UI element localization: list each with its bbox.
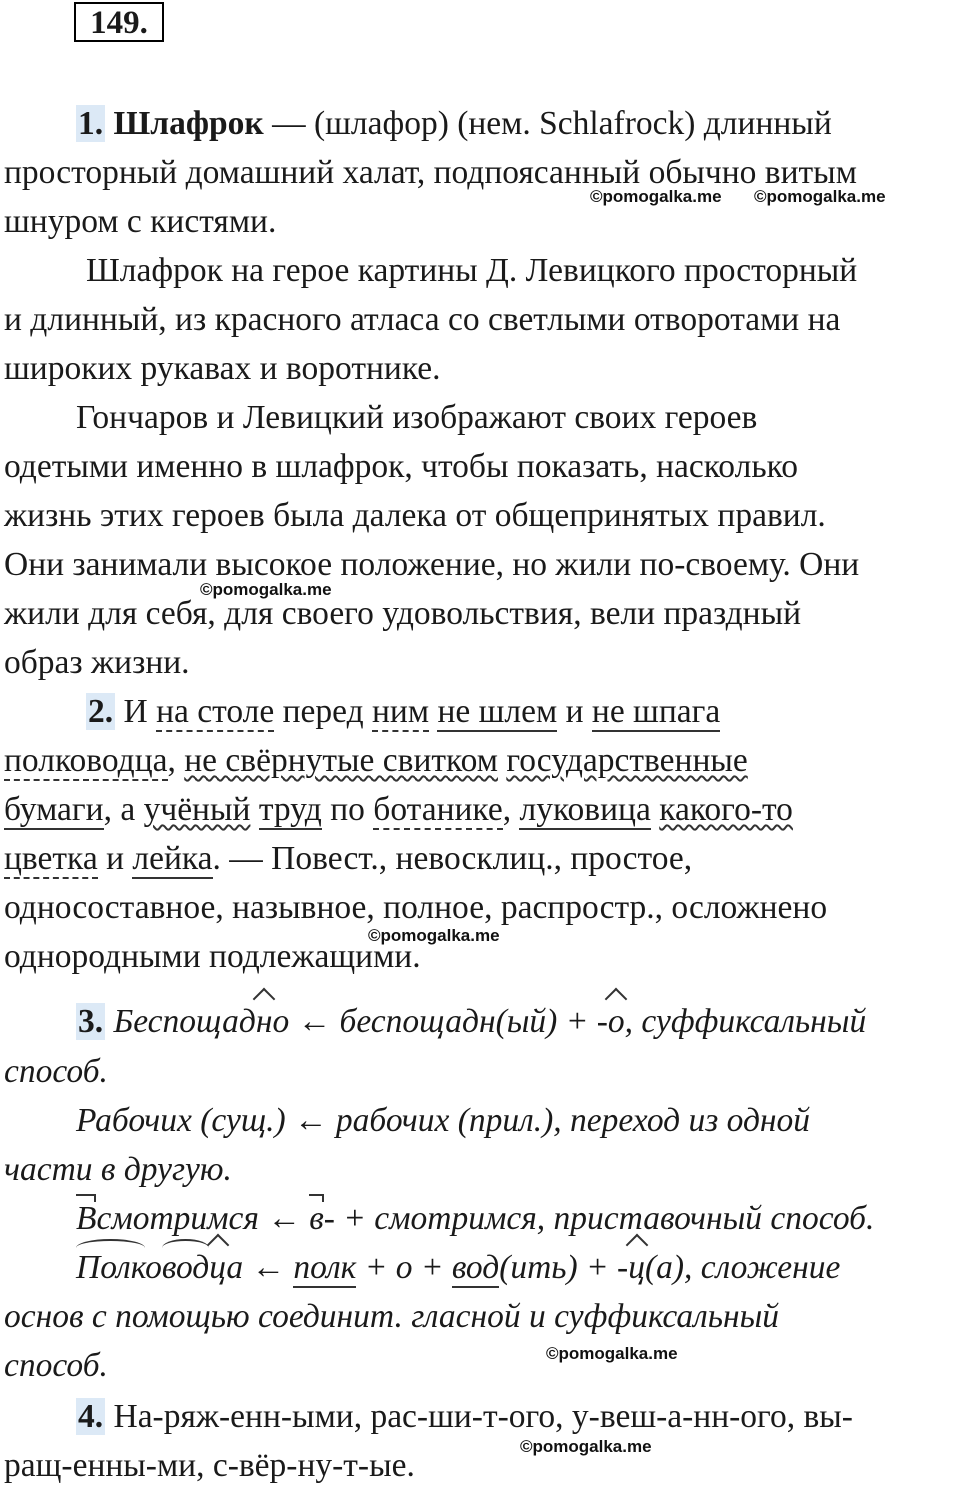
prefix-mark: в [309, 1200, 324, 1237]
section-marker-2: 2. [88, 693, 114, 730]
term-shlafrok: Шлафрок [113, 105, 264, 142]
p1-line-12: образ жизни. [4, 644, 190, 681]
p2-line-2: полководца, не свёрнутые свитком государственные [4, 742, 748, 779]
watermark: ©pomogalka.me [546, 1344, 678, 1363]
p1-line-7: Гончаров и Левицкий изображают своих героев [76, 399, 758, 436]
p2-line-1: 2. И на столе перед ним не шлем и не шпага [88, 693, 721, 730]
attribute-ne-svernutye: не свёрнутые свитком [184, 742, 498, 779]
task-number: 149. [74, 2, 164, 42]
p2-line-4: цветка и лейка. — Повест., невосклиц., простое, [4, 840, 693, 877]
section-marker-1: 1. [78, 105, 104, 142]
adverbial-na-stole: на столе [156, 693, 275, 730]
suffix-mark: н [255, 1003, 273, 1040]
attribute-cvetka: цветка [4, 840, 98, 877]
watermark: ©pomogalka.me [754, 187, 886, 206]
p1-line-11: жили для себя, для своего удовольствия, вели праздный [4, 595, 802, 632]
attribute-kakogo-to: какого-то [659, 791, 793, 828]
stem-underline: полк [293, 1249, 357, 1286]
p2-line-3: бумаги, а учёный труд по ботанике, луковица какого-то [4, 791, 793, 828]
root-arc: Полк [76, 1249, 146, 1286]
attribute-gosudarstvennye: государственные [506, 742, 748, 779]
suffix-mark: о [607, 1003, 625, 1040]
subject-lukovica: луковица [519, 791, 651, 828]
section-marker-4: 4. [78, 1398, 104, 1435]
p3-line-8: способ. [4, 1347, 108, 1384]
p4-text: На-ряж-енн-ыми, рас-ши-т-ого, у-веш-а-нн-ого, вы- [105, 1398, 853, 1435]
p1-line-4: Шлафрок на герое картины Д. Левицкого просторный [86, 252, 858, 289]
p1-line-10: Они занимали высокое положение, но жили по-своему. Они [4, 546, 860, 583]
watermark: ©pomogalka.me [200, 580, 332, 599]
root-arc: вод [161, 1249, 210, 1286]
p3-line-4: части в другую. [4, 1151, 232, 1188]
attribute-uchenyi: учёный [143, 791, 251, 828]
p1-line-5: и длинный, из красного атласа со светлыми отворотами на [4, 301, 841, 338]
p3-line-6: Полководца ← полк + о + вод(ить) + -ц(а), сложение [76, 1249, 841, 1286]
suffix-mark: ц [628, 1249, 645, 1286]
object-botanike: ботанике [373, 791, 503, 828]
subject-bumagi: бумаги [4, 791, 104, 828]
p1-line-9: жизнь этих героев была далека от общепринятых правил. [4, 497, 826, 534]
watermark: ©pomogalka.me [590, 187, 722, 206]
p3-line-5: Всмотримся ← в- + смотримся, приставочный способ. [76, 1200, 875, 1237]
subject-leika: лейка [132, 840, 213, 877]
p2-line-5: односоставное, назывное, полное, распростр., осложнено [4, 889, 828, 926]
subject-trud: труд [258, 791, 322, 828]
subject-ne-shpaga: не шпага [591, 693, 721, 730]
suffix-mark: ц [209, 1249, 227, 1286]
p3-line-7: основ с помощью соединит. гласной и суффиксальный [4, 1298, 780, 1335]
p3-line-2: способ. [4, 1053, 108, 1090]
p1-line-2: просторный домашний халат, подпоясанный обычно витым [4, 154, 857, 191]
p4-line-2: ращ-енны-ми, с-вёр-ну-т-ые. [4, 1447, 415, 1484]
p1-line-6: широких рукавах и воротнике. [4, 350, 441, 387]
p2-line-6: однородными подлежащими. [4, 938, 421, 975]
p1-line-1 [76, 104, 832, 144]
object-nim: ним [372, 693, 430, 730]
attribute-polkovodca: полководца [4, 742, 168, 779]
p1-line-3: шнуром с кистями. [4, 203, 277, 240]
watermark: ©pomogalka.me [520, 1437, 652, 1456]
subject-ne-shlem: не шлем [437, 693, 558, 730]
watermark: ©pomogalka.me [368, 926, 500, 945]
stem-underline: вод [451, 1249, 500, 1286]
p1-text: — (шлафор) (нем. Schlafrock) длинный [263, 105, 832, 142]
section-marker-3: 3. [78, 1003, 104, 1040]
prefix-mark: В [76, 1200, 97, 1237]
p1-line-8: одетыми именно в шлафрок, чтобы показать, насколько [4, 448, 798, 485]
p4-line-1 [76, 1397, 853, 1437]
p3-line-3: Рабочих (сущ.) ← рабочих (прил.), переход из одной [76, 1102, 811, 1139]
p3-line-1: 3. Беспощадно ← беспощадн(ый) + -о, суффиксальный [78, 1003, 867, 1040]
